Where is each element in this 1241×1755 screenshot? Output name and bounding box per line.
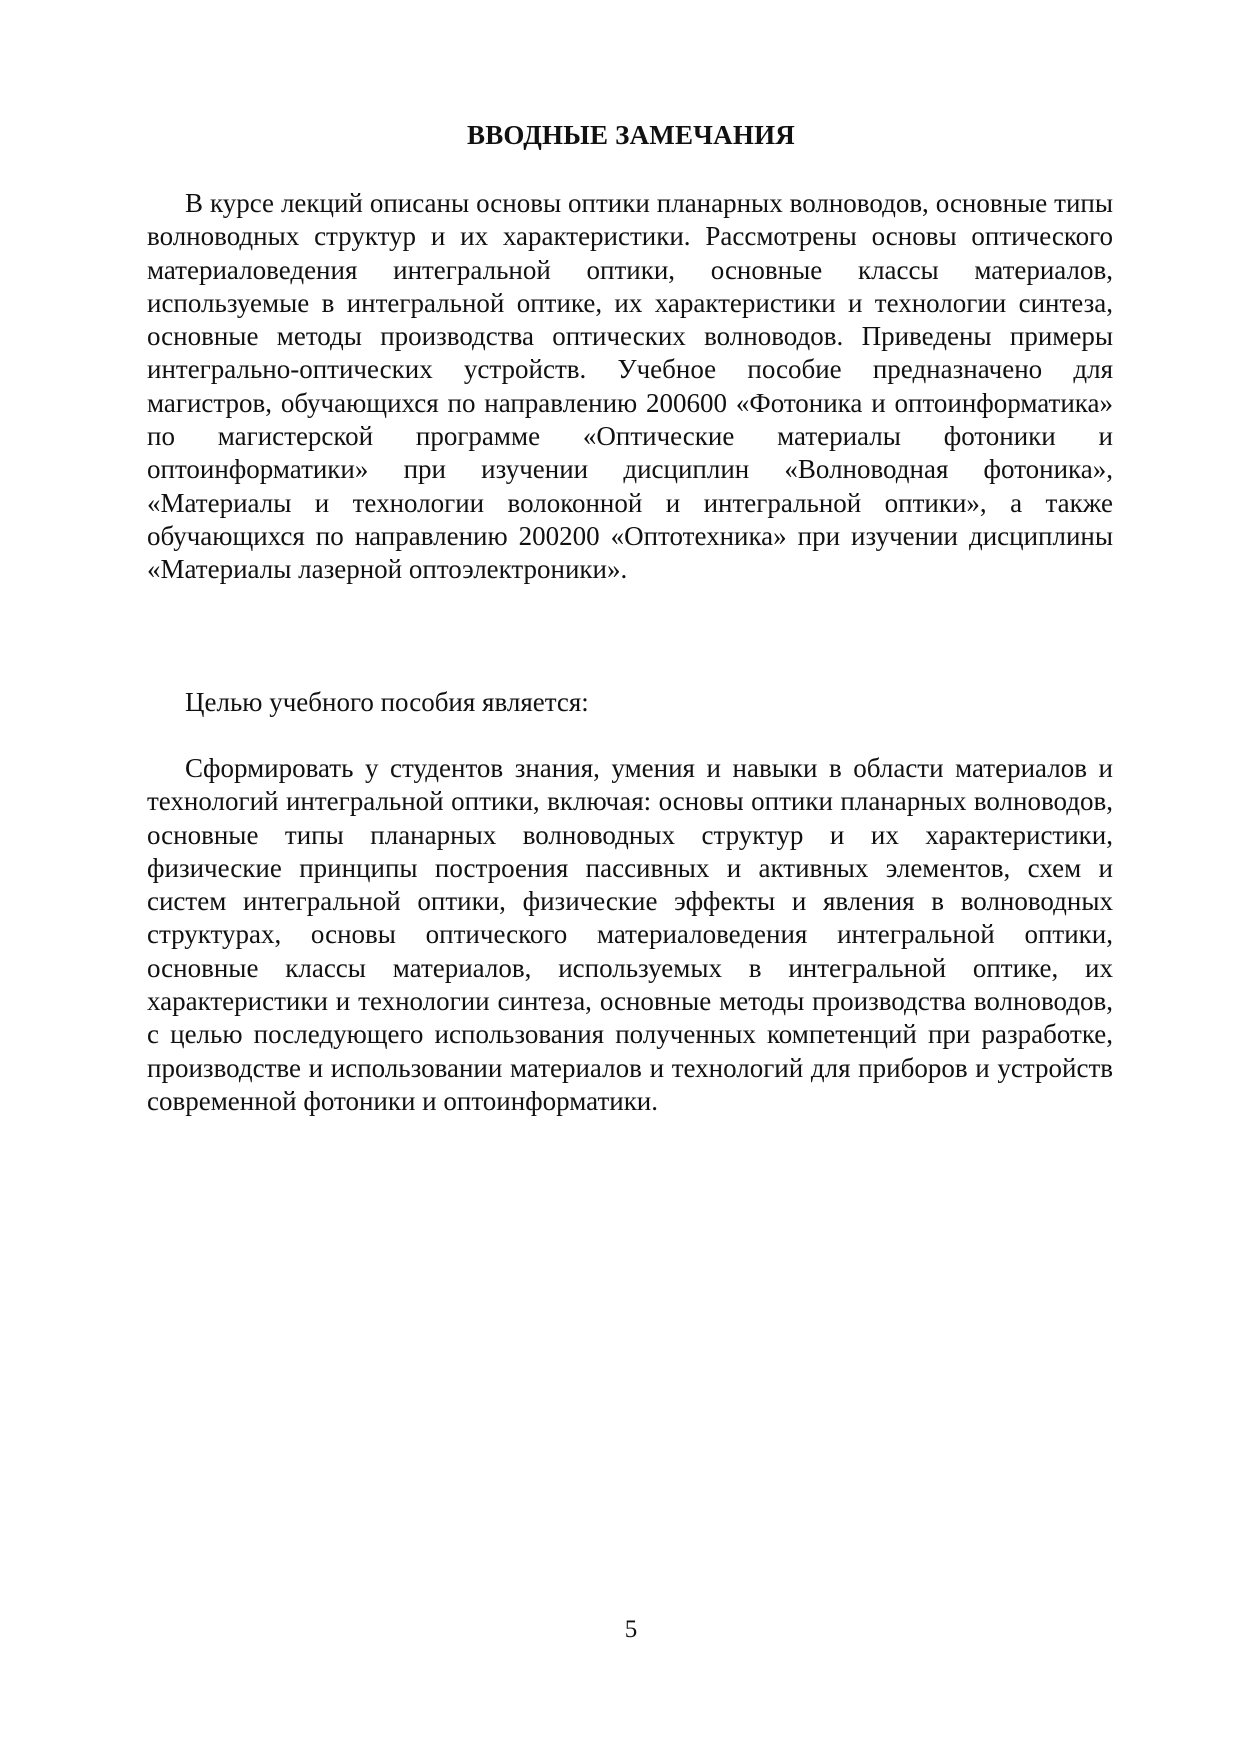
page-number: 5 <box>624 1616 638 1643</box>
intro-paragraph: В курсе лекций описаны основы оптики планарных волноводов, основные типы волноводных структур и их характеристики. Рассмотрены основы оптического материаловедения интегральной оптики, основные классы материалов, используемые в интегральной оптике, их характеристики и технологии синтеза, основные методы производства оптических волноводов. Приведены примеры интегрально-оптических устройств. Учебное пособие предназначено для магистров, обучающихся по направлению 200600 «Фотоника и оптоинформатика» по магистерской программе «Оптические материалы фотоники и оптоинформатики» при изучении дисциплин «Волноводная фотоника», «Материалы и технологии волоконной и интегральной оптики», а также обучающихся по направлению 200200 «Оптотехника» при изучении дисциплины «Материалы лазерной оптоэлектроники». <box>147 188 1113 585</box>
page-title: ВВОДНЫЕ ЗАМЕЧАНИЯ <box>467 120 795 150</box>
goal-heading: Целью учебного пособия является: <box>185 687 589 717</box>
goal-paragraph: Сформировать у студентов знания, умения и навыки в области материалов и технологий интегральной оптики, включая: основы оптики планарных волноводов, основные типы планарных волноводных структур и их характеристики, физические принципы построения пассивных и активных элементов, схем и систем интегральной оптики, физические эффекты и явления в волноводных структурах, основы оптического материаловедения интегральной оптики, основные классы материалов, используемых в интегральной оптике, их характеристики и технологии синтеза, основные методы производства волноводов, с целью последующего использования полученных компетенций при разработке, производстве и использовании материалов и технологий для приборов и устройств современной фотоники и оптоинформатики. <box>147 753 1113 1116</box>
